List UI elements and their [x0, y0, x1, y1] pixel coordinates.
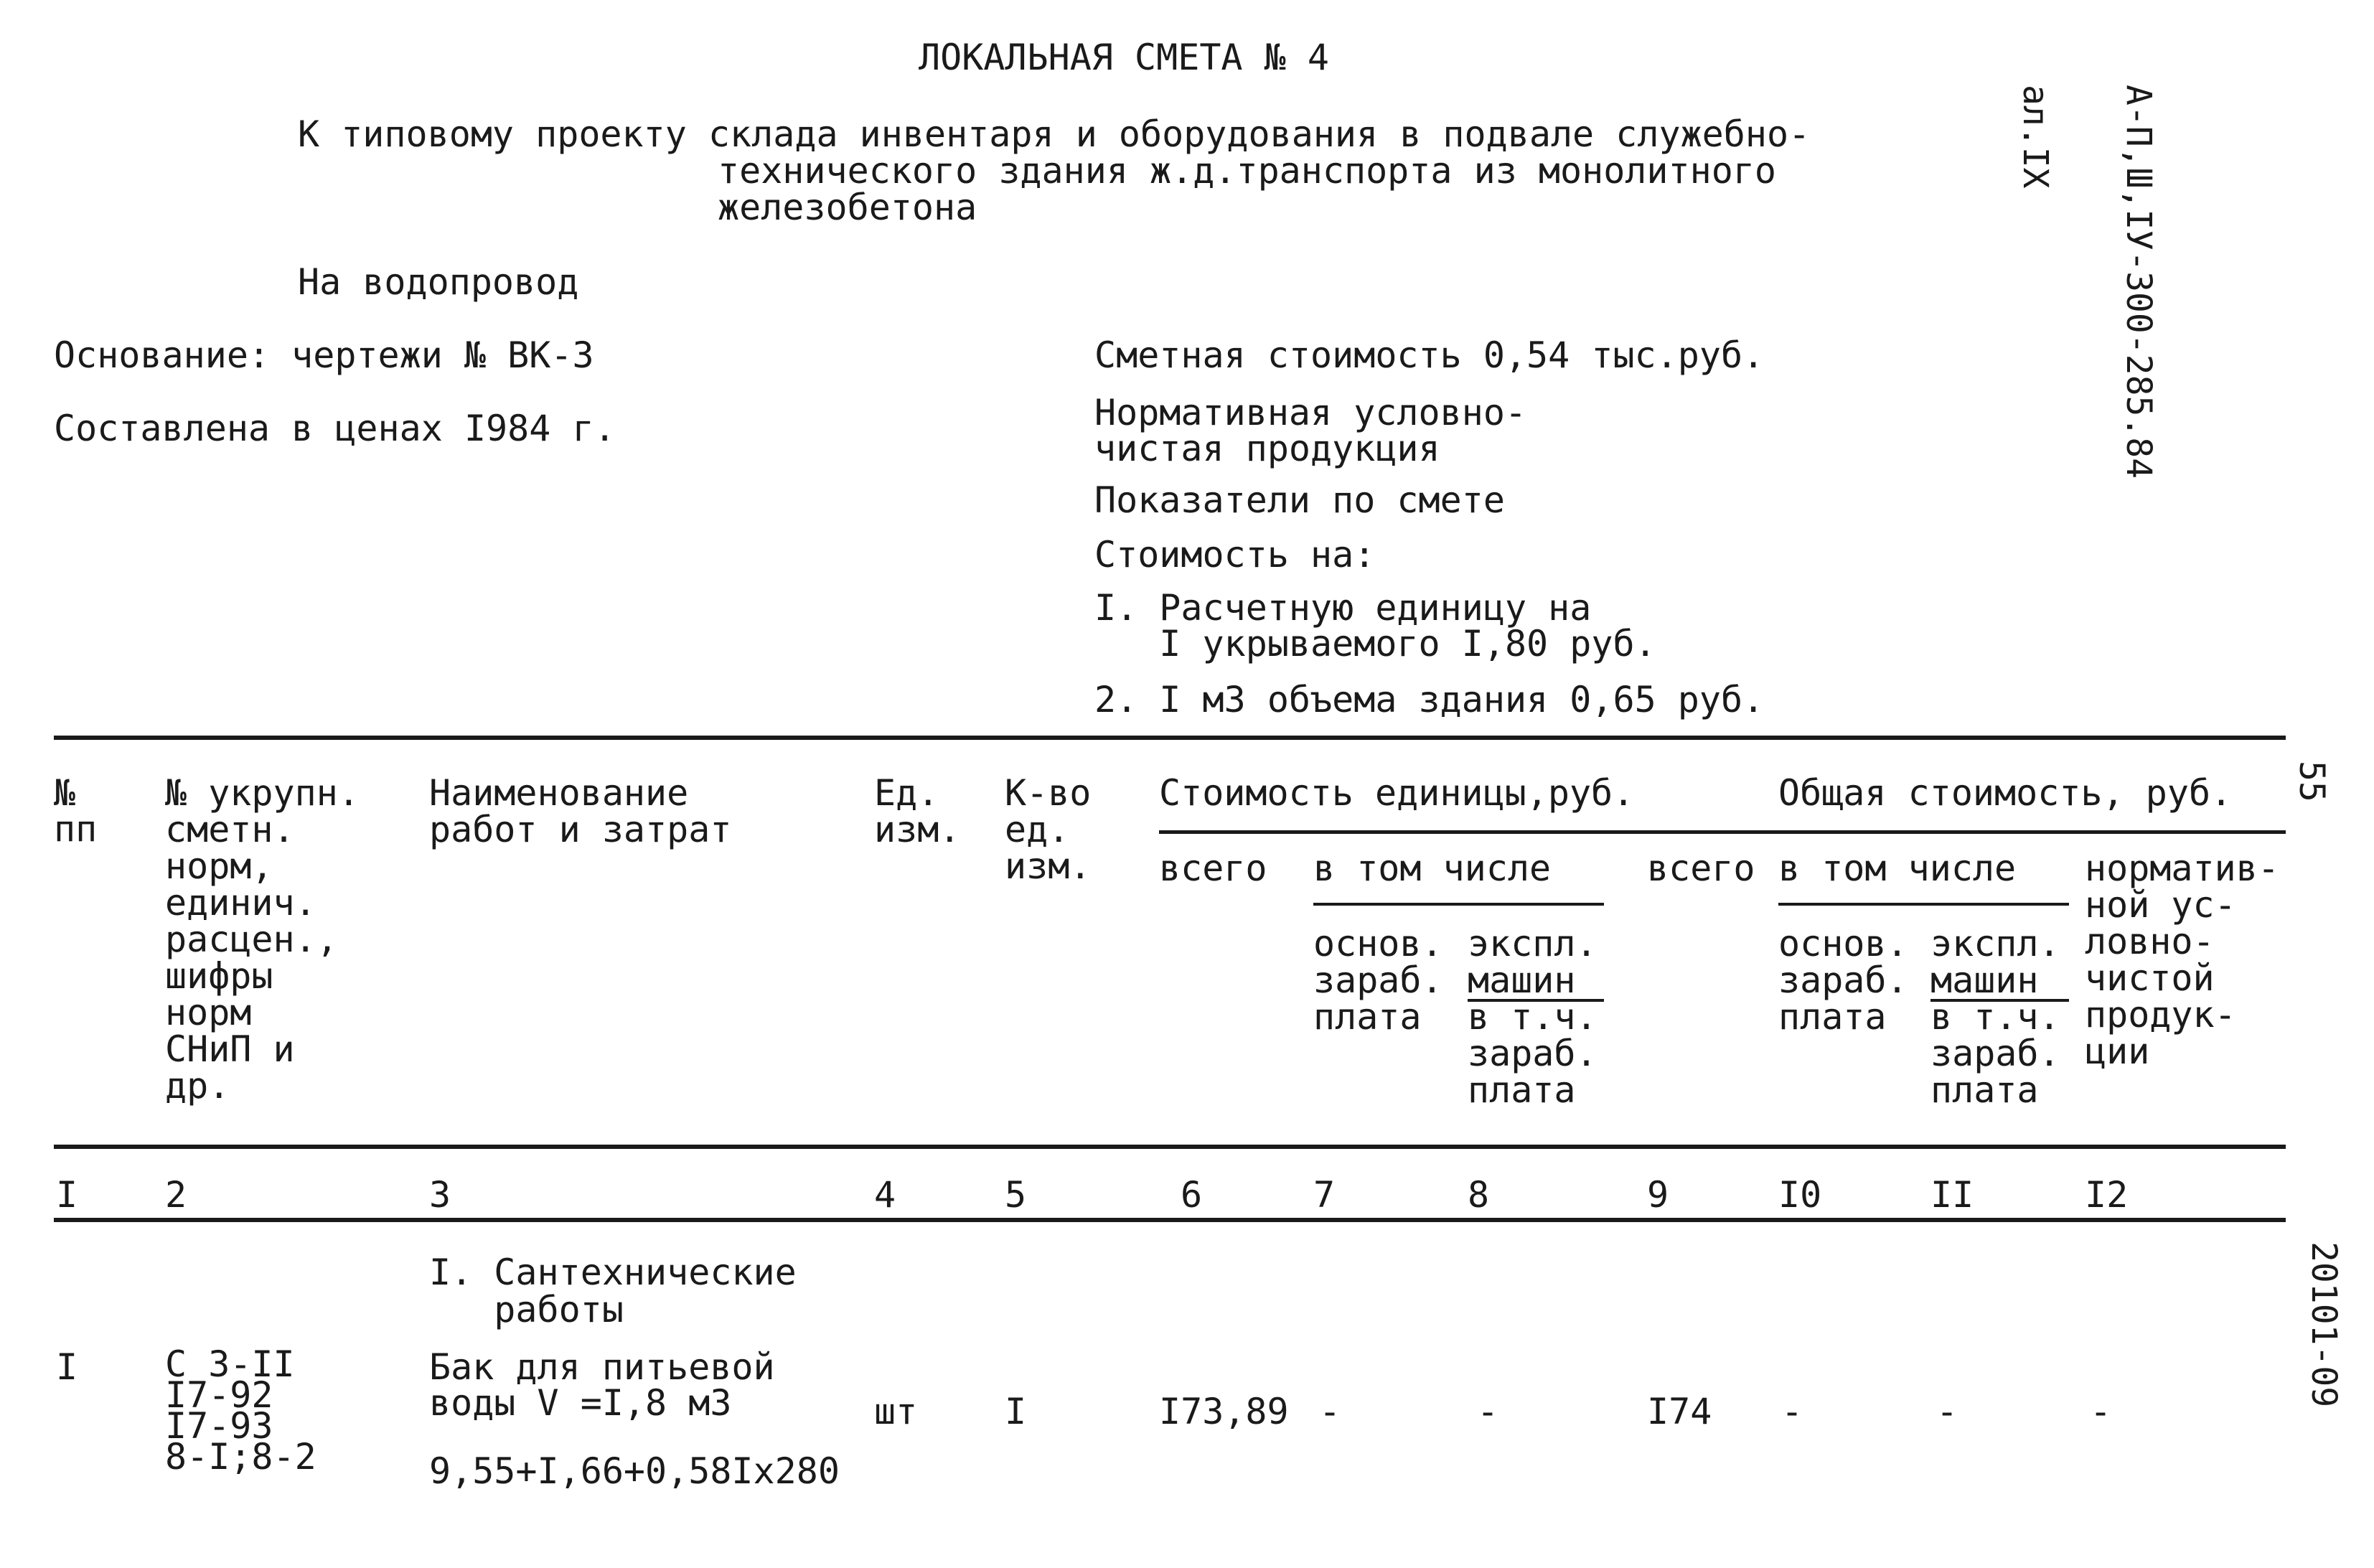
unit-cost-rule [1159, 830, 2286, 834]
doc-code-label [1984, 85, 2225, 479]
prices-line: Составлена в ценах I984 г. [54, 408, 616, 449]
column-number-8: 8 [1468, 1174, 1490, 1216]
normative-line-2: чистая продукция [1094, 428, 1440, 469]
header-text: зараб. [1778, 959, 1908, 1001]
column-number-1: I [56, 1174, 78, 1216]
column-number-9: 9 [1647, 1174, 1669, 1216]
document-title: ЛОКАЛЬНАЯ СМЕТА № 4 [919, 37, 1329, 78]
header-text: расцен., [165, 919, 338, 960]
indicator-item-1-line-1: I. Расчетную единицу на [1094, 587, 1592, 629]
header-text: машин [1930, 959, 2039, 1001]
header-text: экспл. [1930, 923, 2060, 964]
row-total: I74 [1647, 1391, 1712, 1432]
header-text: норм, [165, 845, 273, 887]
header-col-unit [874, 772, 961, 850]
section-title-line-1: I. Сантехнические [429, 1252, 797, 1293]
column-number-10: I0 [1778, 1174, 1822, 1216]
column-number-6: 6 [1181, 1174, 1203, 1216]
row-total-normativ: - [2090, 1391, 2112, 1432]
header-text: № [54, 772, 76, 814]
header-unit-ekspl [1468, 923, 1597, 1111]
header-text: ции [2085, 1031, 2150, 1072]
row-name-line-1: Бак для питьевой [429, 1346, 775, 1388]
column-numbers-rule [54, 1218, 2286, 1222]
estimated-cost: Сметная стоимость 0,54 тыс.руб. [1094, 334, 1765, 376]
header-col-name [429, 772, 732, 850]
header-text: изм. [1005, 845, 1092, 887]
doc-code-line-2: ал.IX [2015, 85, 2055, 189]
header-text: основ. [1778, 923, 1908, 964]
code-line: I7-92 [165, 1374, 273, 1416]
column-number-2: 2 [165, 1174, 187, 1216]
header-unit-vsego: всего [1159, 848, 1267, 889]
header-text: плата [1930, 1069, 2039, 1111]
indicator-item-2: 2. I м3 объема здания 0,65 руб. [1094, 679, 1765, 720]
header-text: норматив- [2085, 848, 2279, 889]
header-text: единич. [165, 882, 316, 924]
row-name-line-2: воды V =I,8 м3 [429, 1382, 732, 1424]
header-unit-cost: Стоимость единицы,руб. [1159, 772, 1635, 814]
code-line: 8-I;8-2 [165, 1436, 316, 1478]
column-number-5: 5 [1005, 1174, 1027, 1216]
row-unit-wage: - [1319, 1391, 1341, 1432]
row-qty: I [1005, 1391, 1027, 1432]
total-subgroup-rule [1778, 903, 2069, 906]
header-text: др. [165, 1065, 230, 1107]
header-text: чистой [2085, 957, 2215, 999]
header-text: плата [1468, 1069, 1576, 1111]
subject-line-3: железобетона [718, 187, 977, 228]
header-text: зараб. [1930, 1033, 2060, 1074]
row-formula: 9,55+I,66+0,58Iх280 [429, 1450, 840, 1492]
header-text: Наименование [429, 772, 689, 814]
row-unit-machine: - [1477, 1391, 1499, 1432]
subject-line-2: технического здания ж.д.транспорта из монолитного [718, 150, 1777, 192]
header-total-vsego: всего [1647, 848, 1755, 889]
row-unit: шт [874, 1391, 918, 1432]
normative-line-1: Нормативная условно- [1094, 392, 1527, 433]
row-number: I [56, 1346, 78, 1388]
unit-subgroup-rule [1313, 903, 1604, 906]
header-text: машин [1468, 959, 1576, 1001]
section-title-line-2: работы [429, 1289, 624, 1330]
header-unit-osnov [1313, 923, 1443, 1038]
header-text: экспл. [1468, 923, 1597, 964]
header-text: сметн. [165, 809, 295, 850]
indicators-line: Показатели по смете [1094, 479, 1505, 521]
header-text: в т.ч. [1930, 996, 2060, 1038]
stamp-number: 20101-09 [2304, 1241, 2344, 1408]
indicator-item-1-line-2: I укрываемого I,80 руб. [1094, 623, 1656, 665]
header-text: зараб. [1468, 1033, 1597, 1074]
column-number-7: 7 [1313, 1174, 1336, 1216]
page-number: 55 [2291, 761, 2332, 802]
header-text: плата [1778, 996, 1887, 1038]
table-top-rule [54, 736, 2286, 740]
header-unit-v-tom-chisle: в том числе [1313, 848, 1552, 889]
header-text: норм [165, 992, 252, 1033]
header-total-normativ [2085, 850, 2279, 1070]
header-text: СНиП и [165, 1028, 295, 1070]
column-number-12: I2 [2085, 1174, 2129, 1216]
header-text: изм. [874, 809, 961, 850]
row-total-machine: - [1936, 1391, 1958, 1432]
header-text: ед. [1005, 809, 1070, 850]
doc-code-line-1: А-П,Ш,IУ-300-285.84 [2119, 85, 2159, 479]
column-number-11: II [1930, 1174, 1974, 1216]
header-text: в т.ч. [1468, 996, 1597, 1038]
code-line: I7-93 [165, 1405, 273, 1447]
purpose-line: На водопровод [298, 261, 579, 303]
header-total-v-tom-chisle: в том числе [1778, 848, 2017, 889]
header-col-code [165, 772, 360, 1107]
row-unit-total: I73,89 [1159, 1391, 1289, 1432]
header-text: К-во [1005, 772, 1092, 814]
code-line: С 3-II [165, 1343, 295, 1385]
header-text: ной ус- [2085, 884, 2236, 926]
header-text: продук- [2085, 994, 2236, 1036]
header-text: зараб. [1313, 959, 1443, 1001]
header-total-osnov [1778, 923, 1908, 1038]
header-col-qty [1005, 772, 1092, 887]
header-text: № укрупн. [165, 772, 360, 814]
subject-line-1: К типовому проекту склада инвентаря и оборудования в подвале служебно- [298, 113, 1811, 155]
header-text: Ед. [874, 772, 939, 814]
header-total-cost: Общая стоимость, руб. [1778, 772, 2233, 814]
basis-line: Основание: чертежи № ВК-3 [54, 334, 594, 376]
cost-on-line: Стоимость на: [1094, 534, 1376, 576]
row-code [165, 1343, 316, 1478]
column-number-3: 3 [429, 1174, 451, 1216]
column-number-4: 4 [874, 1174, 896, 1216]
header-col-number [54, 772, 98, 850]
header-total-ekspl [1930, 923, 2060, 1111]
header-text: шифры [165, 955, 273, 997]
header-text: плата [1313, 996, 1422, 1038]
header-bottom-rule [54, 1145, 2286, 1149]
header-text: работ и затрат [429, 809, 732, 850]
header-text: пп [54, 808, 98, 850]
header-text: ловно- [2085, 921, 2215, 962]
row-total-wage: - [1781, 1391, 1803, 1432]
header-text: основ. [1313, 923, 1443, 964]
